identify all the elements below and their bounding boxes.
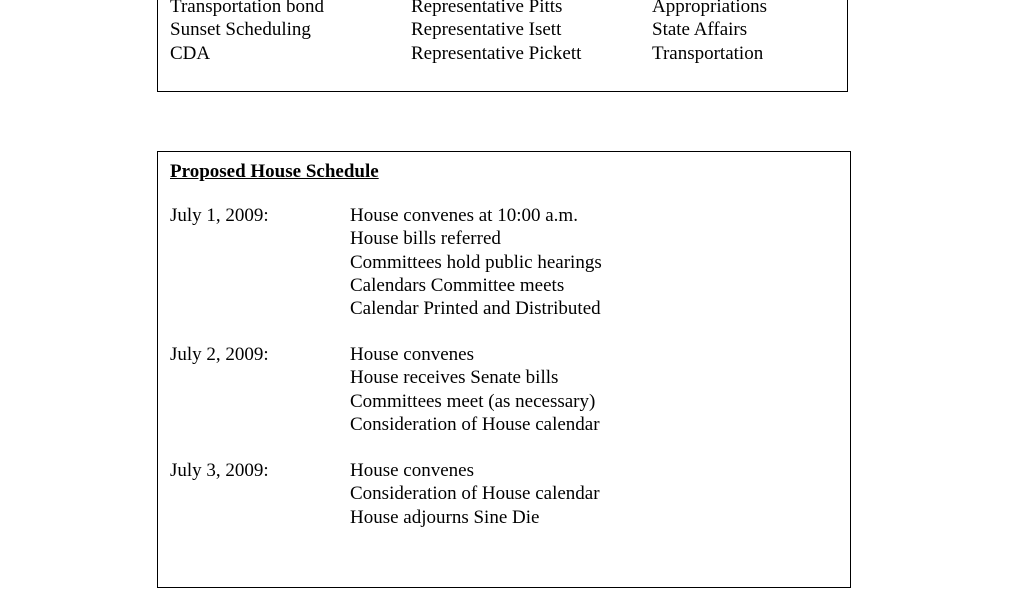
schedule-item: House bills referred (350, 228, 501, 250)
schedule-item: Calendar Printed and Distributed (350, 298, 601, 320)
schedule-item: House convenes (350, 344, 474, 365)
schedule-date: July 2, 2009: (170, 344, 269, 365)
schedule-item: Calendars Committee meets (350, 274, 565, 296)
schedule-item: House adjourns Sine Die (350, 506, 540, 528)
bill-name: Transportation bond (170, 0, 324, 17)
schedule-item: House convenes at 10:00 a.m. (350, 205, 578, 226)
bill-name: Sunset Scheduling (170, 19, 311, 40)
schedule-day-items (350, 459, 600, 529)
bill-name: CDA (170, 43, 211, 64)
schedule-item: House convenes (350, 460, 474, 481)
schedule-heading: Proposed House Schedule (170, 161, 379, 182)
bill-sponsor: Representative Pickett (411, 43, 582, 64)
bill-sponsor: Representative Pitts (411, 0, 563, 17)
bill-committee: State Affairs (652, 19, 748, 40)
schedule-item: Committees hold public hearings (350, 251, 602, 273)
schedule-day-items (350, 343, 600, 436)
schedule-day-items (350, 204, 602, 320)
schedule-item: Consideration of House calendar (350, 413, 600, 435)
schedule-item: Committees meet (as necessary) (350, 390, 596, 412)
schedule-date: July 3, 2009: (170, 460, 269, 481)
schedule-item: Consideration of House calendar (350, 483, 600, 505)
bills-table-box (157, 0, 848, 92)
house-schedule-box (157, 151, 851, 588)
bill-committee: Appropriations (652, 0, 768, 17)
bill-committee: Transportation (652, 43, 764, 64)
bill-sponsor: Representative Isett (411, 19, 562, 40)
schedule-item: House receives Senate bills (350, 367, 559, 389)
schedule-date: July 1, 2009: (170, 205, 269, 226)
